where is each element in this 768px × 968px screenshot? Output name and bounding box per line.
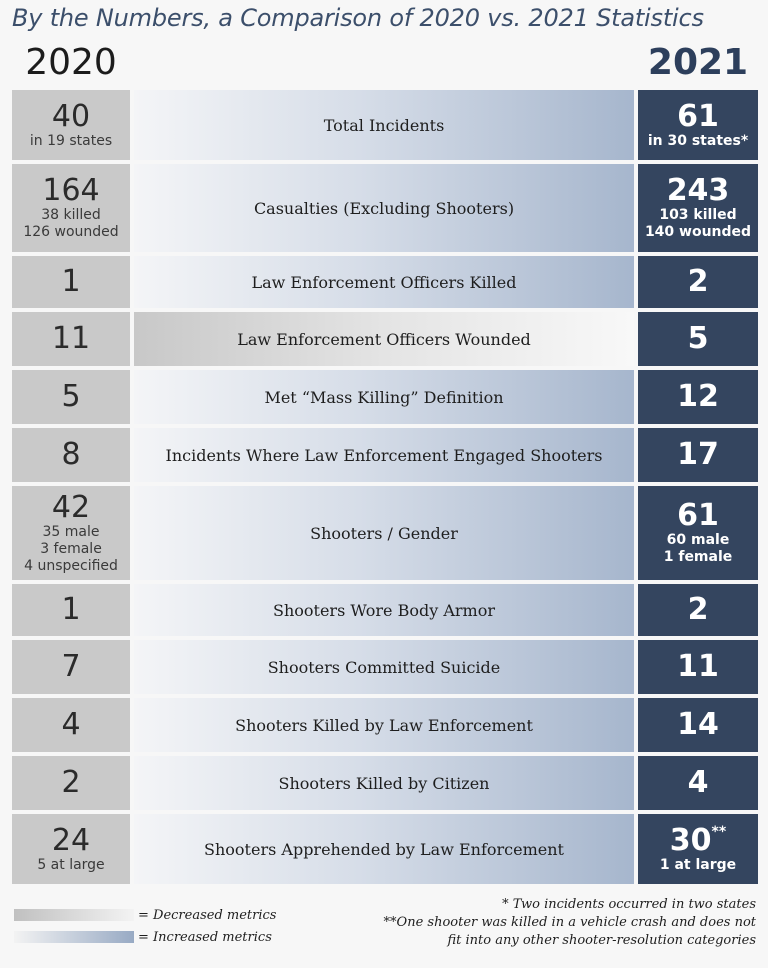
value-2020-cell (12, 90, 130, 160)
detail-2020: 4 unspecified (24, 557, 118, 574)
detail-2021: in 30 states* (647, 132, 749, 149)
value-2021-cell (638, 486, 758, 580)
value-2020-cell (12, 640, 130, 694)
table-row (12, 370, 758, 424)
metric-cell (134, 756, 634, 810)
metric-cell (134, 90, 634, 160)
value-2020-cell (12, 584, 130, 636)
value-2021 (688, 767, 709, 799)
metric-cell (134, 370, 634, 424)
legend-decreased (14, 904, 314, 926)
value-2020-cell (12, 428, 130, 482)
value-2020: 2 (61, 765, 81, 800)
value-2021-number: 243 (666, 173, 730, 208)
legend-increased-label: = Increased metrics (138, 929, 272, 945)
metric-label: Met “Mass Killing” Definition (264, 387, 504, 407)
value-2020: 1 (61, 592, 81, 627)
metric-cell (134, 164, 634, 252)
value-2021 (677, 439, 719, 471)
value-2020: 8 (61, 437, 81, 472)
detail-2020: 5 at large (37, 856, 105, 873)
value-2021-number: 14 (677, 707, 719, 742)
value-2021-number: 30 (669, 822, 712, 858)
footnotes (336, 896, 756, 950)
value-2021-number: 61 (677, 98, 719, 134)
value-2020-cell (12, 814, 130, 884)
value-2021-number: 12 (677, 379, 719, 414)
value-2021 (688, 323, 709, 355)
value-2021-cell (638, 90, 758, 160)
metric-cell (134, 698, 634, 752)
value-2020-cell (12, 164, 130, 252)
value-2020: 4 (61, 707, 81, 742)
year-2020-header: 2020 (25, 42, 117, 83)
value-2021-cell (638, 640, 758, 694)
value-2020: 42 (51, 489, 91, 525)
value-2021-cell (638, 370, 758, 424)
value-2020: 11 (51, 321, 91, 356)
detail-2021: 103 killed (659, 207, 737, 223)
value-2020-cell (12, 370, 130, 424)
detail-2020: in 19 states (29, 132, 113, 149)
value-2021-cell (638, 164, 758, 252)
value-2020-cell (12, 756, 130, 810)
metric-cell (134, 584, 634, 636)
value-2021-number: 61 (677, 498, 719, 533)
footnote-marker: ** (711, 823, 727, 840)
legend-decreased-swatch (14, 909, 134, 921)
value-2020: 40 (51, 98, 91, 134)
value-2020-cell (12, 256, 130, 308)
value-2021 (677, 709, 719, 741)
value-2021-number: 17 (677, 437, 719, 472)
table-row (12, 814, 758, 884)
value-2020-cell (12, 486, 130, 580)
value-2021-number: 2 (687, 592, 709, 627)
legend (14, 904, 314, 948)
detail-2020: 35 male (42, 523, 100, 540)
comparison-table (12, 90, 758, 888)
footnote-2: **One shooter was killed in a vehicle crash and does not (383, 915, 756, 930)
table-row (12, 486, 758, 580)
value-2021-number: 5 (687, 321, 709, 356)
detail-2020: 3 female (40, 540, 102, 557)
detail-2021: 60 male (666, 532, 730, 548)
value-2020: 164 (42, 173, 100, 208)
chart-title: By the Numbers, a Comparison of 2020 vs. 2021 Statistics (12, 4, 704, 32)
value-2021-number: 2 (687, 264, 709, 299)
table-row (12, 312, 758, 366)
legend-increased (14, 926, 314, 948)
value-2021 (677, 651, 719, 683)
table-row (12, 640, 758, 694)
table-row (12, 428, 758, 482)
value-2021-cell (638, 756, 758, 810)
metric-cell (134, 486, 634, 580)
value-2021-number: 11 (677, 649, 719, 684)
value-2021 (677, 98, 719, 134)
metric-label: Shooters Committed Suicide (267, 657, 501, 677)
value-2020: 5 (61, 379, 81, 414)
value-2021-number: 4 (687, 765, 709, 800)
metric-cell (134, 312, 634, 366)
footnote-1: * Two incidents occurred in two states (502, 897, 756, 912)
year-2021-header: 2021 (647, 42, 749, 83)
metric-label: Shooters / Gender (310, 523, 458, 543)
table-row (12, 90, 758, 160)
value-2021 (667, 175, 730, 207)
metric-label: Total Incidents (323, 115, 445, 135)
metric-label: Casualties (Excluding Shooters) (253, 198, 515, 218)
detail-2021: 1 female (663, 549, 733, 565)
value-2020: 7 (61, 649, 81, 684)
table-row (12, 256, 758, 308)
metric-cell (134, 814, 634, 884)
detail-2020: 38 killed (41, 207, 101, 223)
value-2020: 24 (51, 822, 91, 858)
value-2021-cell (638, 698, 758, 752)
metric-cell (134, 256, 634, 308)
legend-increased-swatch (14, 931, 134, 943)
metric-label: Shooters Killed by Citizen (278, 773, 490, 793)
detail-2020: 126 wounded (23, 224, 119, 240)
value-2021 (677, 500, 719, 532)
metric-cell (134, 640, 634, 694)
table-row (12, 164, 758, 252)
legend-decreased-label: = Decreased metrics (138, 907, 277, 923)
detail-2021: 140 wounded (644, 224, 752, 240)
value-2020-cell (12, 698, 130, 752)
metric-label: Shooters Wore Body Armor (273, 600, 495, 620)
metric-cell (134, 428, 634, 482)
table-row (12, 756, 758, 810)
value-2021-cell (638, 312, 758, 366)
value-2021 (688, 594, 709, 626)
value-2021 (677, 381, 719, 413)
metric-label: Shooters Apprehended by Law Enforcement (204, 839, 564, 859)
value-2021 (669, 822, 727, 858)
value-2021-cell (638, 814, 758, 884)
value-2021-cell (638, 428, 758, 482)
detail-2021: 1 at large (659, 856, 737, 873)
value-2021-cell (638, 256, 758, 308)
metric-label: Shooters Killed by Law Enforcement (235, 715, 533, 735)
table-row (12, 584, 758, 636)
value-2020-cell (12, 312, 130, 366)
value-2021-cell (638, 584, 758, 636)
metric-label: Law Enforcement Officers Wounded (237, 329, 531, 349)
value-2021 (688, 266, 709, 298)
footnote-3: fit into any other shooter-resolution categories (447, 933, 756, 948)
table-row (12, 698, 758, 752)
metric-label: Incidents Where Law Enforcement Engaged Shooters (165, 445, 603, 465)
metric-label: Law Enforcement Officers Killed (251, 272, 517, 292)
value-2020: 1 (61, 264, 81, 299)
